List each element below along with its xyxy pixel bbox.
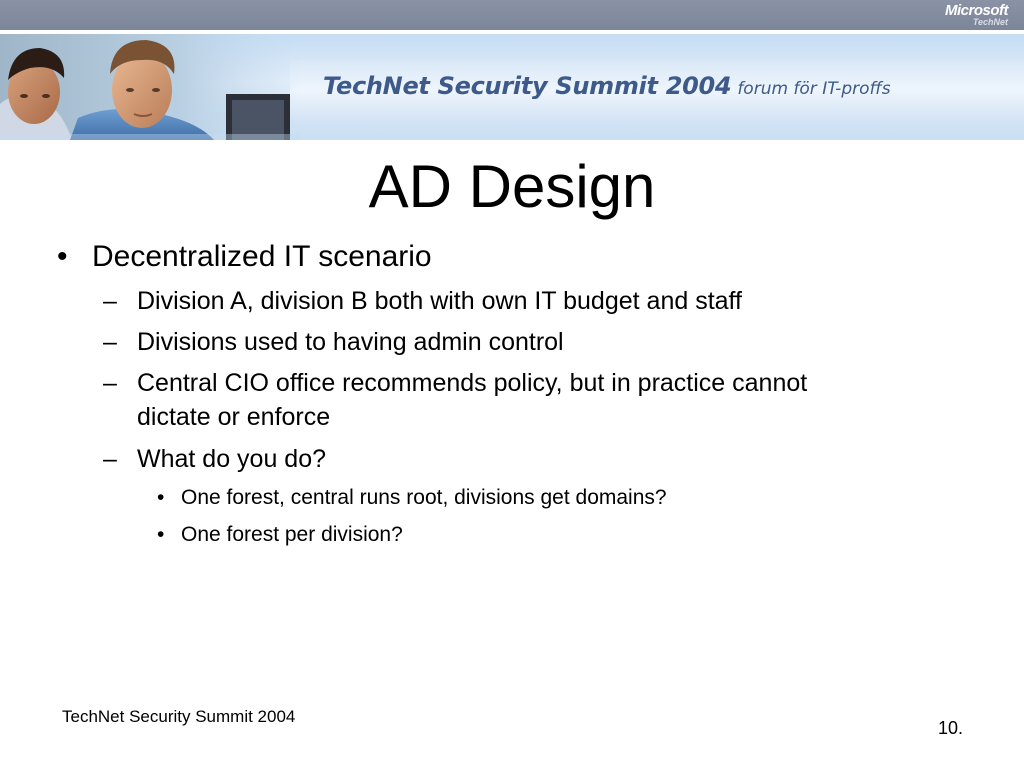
bullet-item: One forest, central runs root, divisions get domains? bbox=[181, 486, 667, 509]
microsoft-logo-text: Microsoft bbox=[945, 2, 1008, 19]
bullet-marker: – bbox=[103, 287, 117, 315]
bullet-marker: • bbox=[157, 523, 165, 546]
bullet-item: Decentralized IT scenario bbox=[92, 240, 432, 273]
slide-title: AD Design bbox=[368, 153, 656, 220]
bullet-marker: – bbox=[103, 445, 117, 473]
page-number: 10. bbox=[938, 718, 964, 738]
banner-subtitle: forum för IT-proffs bbox=[737, 79, 891, 99]
bullet-marker: – bbox=[103, 369, 117, 397]
bullet-item: Divisions used to having admin control bbox=[137, 328, 564, 356]
bullet-marker: • bbox=[57, 240, 68, 273]
bullet-item-line2: dictate or enforce bbox=[137, 403, 331, 431]
technet-logo-text: TechNet bbox=[972, 17, 1008, 27]
footer-text: TechNet Security Summit 2004 bbox=[62, 707, 296, 726]
banner-title: TechNet Security Summit 2004 bbox=[323, 72, 732, 100]
bullet-item-line1: Central CIO office recommends policy, but in practice cannot bbox=[137, 369, 808, 397]
bullet-item: One forest per division? bbox=[181, 523, 403, 546]
bullet-item: What do you do? bbox=[137, 445, 327, 473]
bullet-marker: – bbox=[103, 328, 117, 356]
bullet-item: Division A, division B both with own IT budget and staff bbox=[137, 287, 742, 315]
bullet-marker: • bbox=[157, 486, 165, 509]
